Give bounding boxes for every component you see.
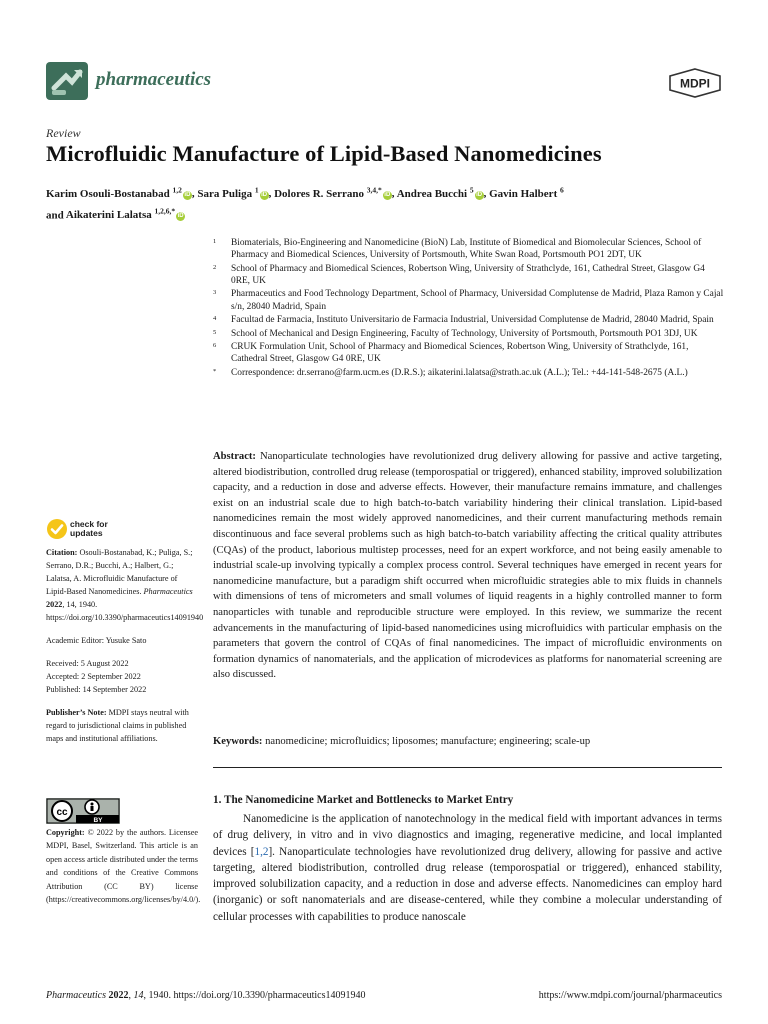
orcid-icon[interactable]: iD (384, 191, 391, 198)
author-affiliation-sup: 3,4,* (366, 185, 382, 194)
mdpi-logo-text: MDPI (680, 76, 710, 91)
citation-block: Citation: Osouli-Bostanabad, K.; Puliga, S.; Serrano, D.R.; Bucchi, A.; Halbert, G.; Lalatsa, A. Microfluidic Manufacture of Lipid-Based Nanomedicines. Pharmaceutics 2022, 14, 1940. https://doi.org/10.3390/pharmaceutics14091940 (46, 548, 204, 622)
affiliation-text: School of Mechanical and Design Engineering, Faculty of Technology, University of Portsmouth, Portsmouth PO1 3DJ, UK (231, 328, 698, 339)
publisher-note-label: Publisher’s Note: (46, 708, 107, 717)
check-updates-line2: updates (70, 528, 103, 538)
section-divider (213, 767, 722, 768)
affiliation-text: Pharmaceutics and Food Technology Department, School of Pharmacy, Universidad Complutense de Madrid, Plaza Ramon y Cajal s/n, 28040 Madrid, Spain (231, 289, 724, 312)
body-paragraph (213, 811, 722, 925)
affiliation-number: 5 (213, 328, 217, 336)
affiliation-item (213, 328, 725, 340)
author-item[interactable] (274, 185, 392, 200)
orcid-icon[interactable]: iD (184, 191, 191, 198)
cc-by-license-icon[interactable] (46, 798, 120, 824)
author-name: Dolores R. Serrano (274, 187, 365, 200)
affiliation-item (213, 367, 725, 379)
article-type: Review (46, 126, 81, 140)
journal-logo-icon (46, 62, 88, 100)
published-date: Published: 14 September 2022 (46, 685, 147, 694)
orcid-icon[interactable]: iD (261, 191, 268, 198)
journal-name: pharmaceutics (96, 69, 212, 90)
affiliation-item (213, 237, 725, 261)
author-item[interactable] (197, 185, 268, 200)
author-item[interactable] (489, 185, 564, 200)
affiliation-item (213, 314, 725, 326)
author-name: Gavin Halbert (489, 187, 558, 200)
footer-journal-url[interactable]: https://www.mdpi.com/journal/pharmaceutics (538, 990, 722, 1001)
affiliation-number: 1 (213, 238, 217, 245)
author-affiliation-sup: 6 (559, 185, 564, 194)
abstract-label: Abstract: (213, 451, 256, 462)
citation-link[interactable]: 1,2 (254, 845, 269, 858)
author-affiliation-sup: 1,2,6,* (154, 206, 176, 216)
affiliation-number: 2 (213, 263, 217, 271)
citation-label: Citation: (46, 548, 78, 557)
affiliation-text: School of Pharmacy and Biomedical Sciences, Robertson Wing, University of Strathclyde, 161, Cathedral Street, Glasgow G4 0RE, UK (231, 263, 705, 286)
orcid-icon[interactable]: iD (476, 191, 483, 198)
footer-volume: 14 (133, 990, 144, 1001)
abstract (213, 449, 722, 683)
accepted-date: Accepted: 2 September 2022 (46, 672, 141, 681)
author-affiliation-sup: 1 (254, 185, 259, 194)
received-date: Received: 5 August 2022 (46, 659, 129, 668)
orcid-icon[interactable]: iD (177, 213, 184, 220)
citation-text-b: 14, 1940. https://doi.org/10.3390/pharmaceutics14091940 (46, 600, 204, 622)
body-text-part2: ]. Nanoparticulate technologies have revolutionized drug delivery, allowing for passive and active targeting, altered biodistribution, controlled drug release (temporospatial or triggered), enhanced stability, improved solubilization capacity, and a reduction in dose and adverse effects. Nanomedicines can employ hard (inorganic) or soft nanomaterials and are disease-centered, while they combine a molecular understanding of cellular processes with capabilities to produce nanoscale (213, 845, 722, 923)
publisher-note (46, 706, 198, 745)
citation-text-a: Osouli-Bostanabad, K.; Puliga, S.; Serrano, D.R.; Bucchi, A.; Halbert, G.; Lalatsa, A. Microfluidic Manufacture of Lipid-Based Nanomedicines. (46, 548, 193, 596)
footer-journal: Pharmaceutics (46, 990, 106, 1001)
keywords (213, 734, 722, 749)
author-item[interactable] (396, 185, 484, 200)
affiliation-text: Correspondence: dr.serrano@farm.ucm.es (D.R.S.); aikaterini.lalatsa@strath.ac.uk (A.L.); Tel.: +44-141-548-2675 (A.L.) (231, 367, 688, 378)
sidebar-info (46, 546, 204, 745)
affiliation-text: CRUK Formulation Unit, School of Pharmacy and Biomedical Sciences, Robertson Wing, University of Strathclyde, 161, Cathedral Street, Glasgow G4 0RE, UK (231, 342, 689, 365)
affiliation-item (213, 263, 725, 287)
author-name: Andrea Bucchi (396, 187, 468, 200)
article-title: Microfluidic Manufacture of Lipid-Based Nanomedicines (46, 141, 602, 166)
footer-doi[interactable]: , 1940. https://doi.org/10.3390/pharmaceutics14091940 (143, 990, 366, 1001)
footer-citation: Pharmaceutics 2022, 14, 1940. https://doi.org/10.3390/pharmaceutics14091940 (46, 990, 366, 1001)
author-list: Karim Osouli-Bostanabad $^{1,2}$iD , Sara Puliga $^1$iD , Dolores R. Serrano $^{3,4,*}$iD , Andrea Bucchi $^5$iD , Gavin Halbert $^6$ and Aikaterini Lalatsa $^{1,2,6,*}$iD (46, 185, 564, 222)
copyright-text: © 2022 by the authors. Licensee MDPI, Basel, Switzerland. This article is an open access article distributed under the terms and conditions of the Creative Commons Attribution (CC BY) license (https://creativecommons.org/licenses/by/4.0/). (46, 828, 201, 905)
author-name: Sara Puliga (197, 187, 253, 200)
author-item[interactable] (65, 206, 185, 222)
affiliation-list (213, 237, 725, 380)
citation-journal: Pharmaceutics (143, 587, 193, 596)
keywords-text: nanomedicine; microfluidics; liposomes; manufacture; engineering; scale-up (265, 736, 591, 747)
section-heading: 1. The Nanomedicine Market and Bottlenecks to Market Entry (213, 794, 514, 806)
affiliation-number: 4 (213, 315, 217, 323)
footer-year: 2022 (108, 990, 129, 1001)
check-for-updates-button[interactable] (70, 520, 108, 538)
mdpi-logo-icon (668, 68, 722, 98)
publisher-note-text: MDPI stays neutral with regard to jurisdictional claims in published maps and institutional affiliations. (46, 708, 189, 743)
cc-by-label: BY (93, 817, 103, 824)
affiliation-item (213, 288, 725, 312)
keywords-label: Keywords: (213, 736, 263, 747)
affiliation-text: Biomaterials, Bio-Engineering and Nanomedicine (BioN) Lab, Institute of Biomedical and Biomolecular Sciences, School of Pharmacy and Biomedical Sciences, University of Portsmouth, White Swan Road, Portsmouth PO1 2DT, UK (231, 238, 702, 261)
check-updates-line1: check for (70, 519, 108, 529)
author-affiliation-sup: 1,2 (172, 185, 182, 194)
check-for-updates-icon[interactable] (46, 518, 68, 540)
cc-label: cc (56, 807, 68, 818)
author-name: Karim Osouli-Bostanabad (46, 187, 170, 200)
copyright-label: Copyright: (46, 828, 85, 837)
copyright-notice (46, 826, 201, 906)
affiliation-item (213, 341, 725, 365)
affiliation-number: 6 (213, 342, 217, 350)
author-affiliation-sup: 5 (469, 185, 474, 194)
affiliation-number: * (213, 367, 217, 375)
citation-year: 2022 (46, 600, 63, 609)
affiliation-number: 3 (213, 289, 217, 297)
author-name: Aikaterini Lalatsa (65, 209, 152, 222)
academic-editor: Academic Editor: Yusuke Sato (46, 636, 147, 645)
body-text-part1: Nanomedicine is the application of nanotechnology in the medical field with important advances in terms of drug delivery, in vitro and in vivo diagnostics and imaging, regenerative medicine, and local implanted devices [ (213, 813, 722, 858)
affiliation-text: Facultad de Farmacia, Instituto Universitario de Farmacia Industrial, Universidad Complutense de Madrid, 28040 Madrid, Spain (231, 315, 714, 326)
abstract-text: Nanoparticulate technologies have revolutionized drug delivery allowing for passive and active targeting, altered biodistribution, controlled drug release (temporospatial or triggered), enhanced stability, improved solubilization capacity, and a reduction in dose and adverse effects. However, their manufacture remains immature, and challenges exist on an industrial scale due to high batch-to-batch variability hindering their clinical translation. Lipid-based nanomedicines remain the most widely approved nanomedicines, and their current manufacturing methods remain discontinuous and face several problems such as high batch-to-batch variability affecting the critical quality attributes (CQAs) of the product, laborious multistep processes, need for an expert workforce, and not being easily amenable to industrial scale-up involving typically a complex process control. Several techniques have emerged in recent years for nanomedicine manufacture, but a paradigm shift occurred when microfluidic strategies able to mix fluids in channels with dimensions of tens of micrometers and small volumes of liquid reagents in a highly controlled manner to form nanoparticles with tunable and reproducible structure were employed. In this review, we summarize the recent advancements in the manufacturing of lipid-based nanomedicines using microfluidics with particular emphasis on the parameters that govern the control of CQAs of final nanomedicines. The impact of microfluidic environments on formation dynamics of nanomaterials, and the application of microdevices as platforms for nanomaterial screening are also discussed. (213, 451, 722, 681)
author-item[interactable] (46, 185, 192, 200)
